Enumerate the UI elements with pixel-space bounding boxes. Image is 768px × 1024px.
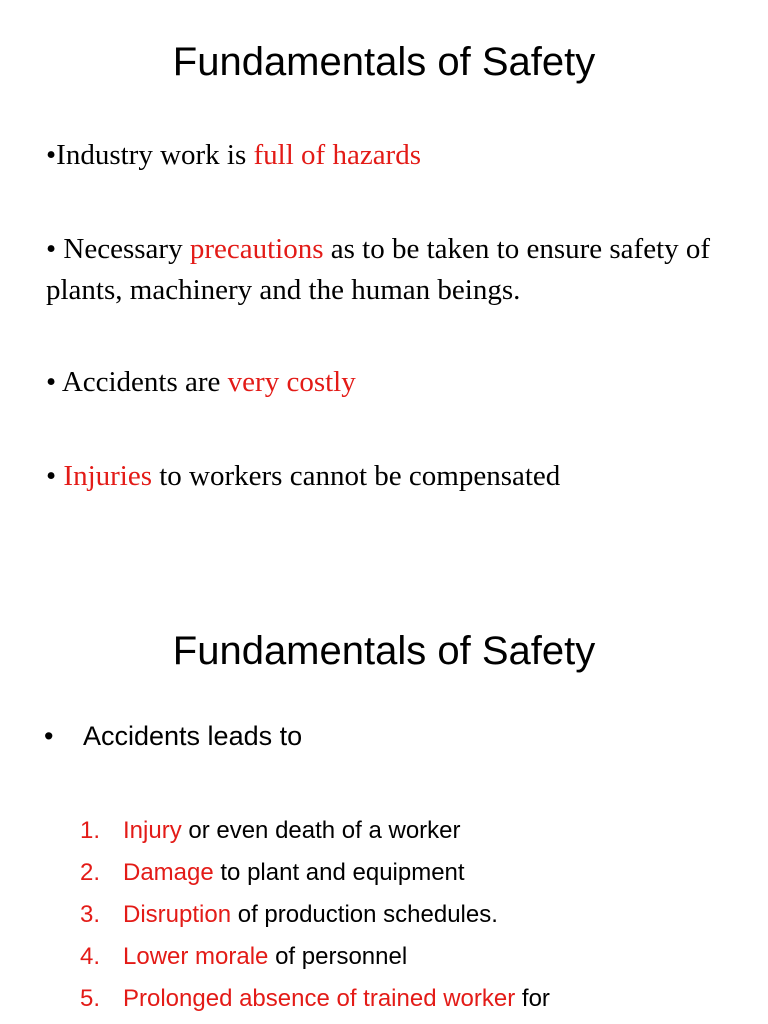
list-text: or even death of a worker bbox=[181, 817, 461, 844]
list-highlight: Injury bbox=[123, 817, 182, 844]
list-number: 2. bbox=[80, 859, 101, 886]
bullet-marker: • bbox=[44, 721, 54, 751]
list-highlight: Disruption bbox=[123, 901, 232, 928]
bullet-highlight: very costly bbox=[227, 366, 356, 398]
list-text: of production schedules. bbox=[231, 901, 498, 928]
slide-1-title: Fundamentals of Safety bbox=[172, 40, 596, 84]
bullet-marker: • bbox=[46, 233, 64, 265]
bullet-marker: • bbox=[46, 460, 64, 492]
list-highlight: Prolonged absence of trained worker bbox=[123, 985, 516, 1012]
bullet-text: Industry work is bbox=[56, 139, 254, 171]
bullet-highlight: precautions bbox=[189, 233, 324, 265]
list-number: 1. bbox=[80, 817, 101, 844]
list-highlight: Damage bbox=[123, 859, 214, 886]
list-item bbox=[80, 936, 550, 978]
bullet-text-after: as to be taken to ensure safety of plants, machinery and the human beings. bbox=[46, 233, 711, 306]
bullet-text: Necessary bbox=[63, 233, 190, 265]
bullet-precautions bbox=[46, 229, 746, 311]
bullet-accidents-costly bbox=[46, 362, 746, 403]
bullet-injuries bbox=[46, 456, 746, 497]
list-number: 3. bbox=[80, 901, 101, 928]
list-text: of personnel bbox=[268, 943, 408, 970]
list-text: for bbox=[515, 985, 550, 1012]
list-text: to plant and equipment bbox=[213, 859, 465, 886]
list-number: 4. bbox=[80, 943, 101, 970]
bullet-marker: • bbox=[46, 139, 57, 171]
slide-2-title: Fundamentals of Safety bbox=[172, 629, 596, 673]
bullet-text: Accidents leads to bbox=[83, 721, 303, 751]
list-item bbox=[80, 852, 550, 894]
list-number: 5. bbox=[80, 985, 101, 1012]
slide-2 bbox=[0, 560, 768, 1024]
bullet-text: Accidents are bbox=[61, 366, 228, 398]
bullet-text-after: to workers cannot be compensated bbox=[152, 460, 561, 492]
bullet-highlight: full of hazards bbox=[253, 139, 422, 171]
list-highlight: Lower morale bbox=[123, 943, 269, 970]
list-item bbox=[80, 810, 550, 852]
consequences-list bbox=[80, 810, 550, 1020]
bullet-marker: • bbox=[46, 366, 62, 398]
bullet-industry-hazards bbox=[46, 135, 746, 176]
list-item bbox=[80, 978, 550, 1020]
list-item bbox=[80, 894, 550, 936]
bullet-highlight: Injuries bbox=[63, 460, 152, 492]
bullet-accidents-leads-to bbox=[44, 716, 302, 756]
